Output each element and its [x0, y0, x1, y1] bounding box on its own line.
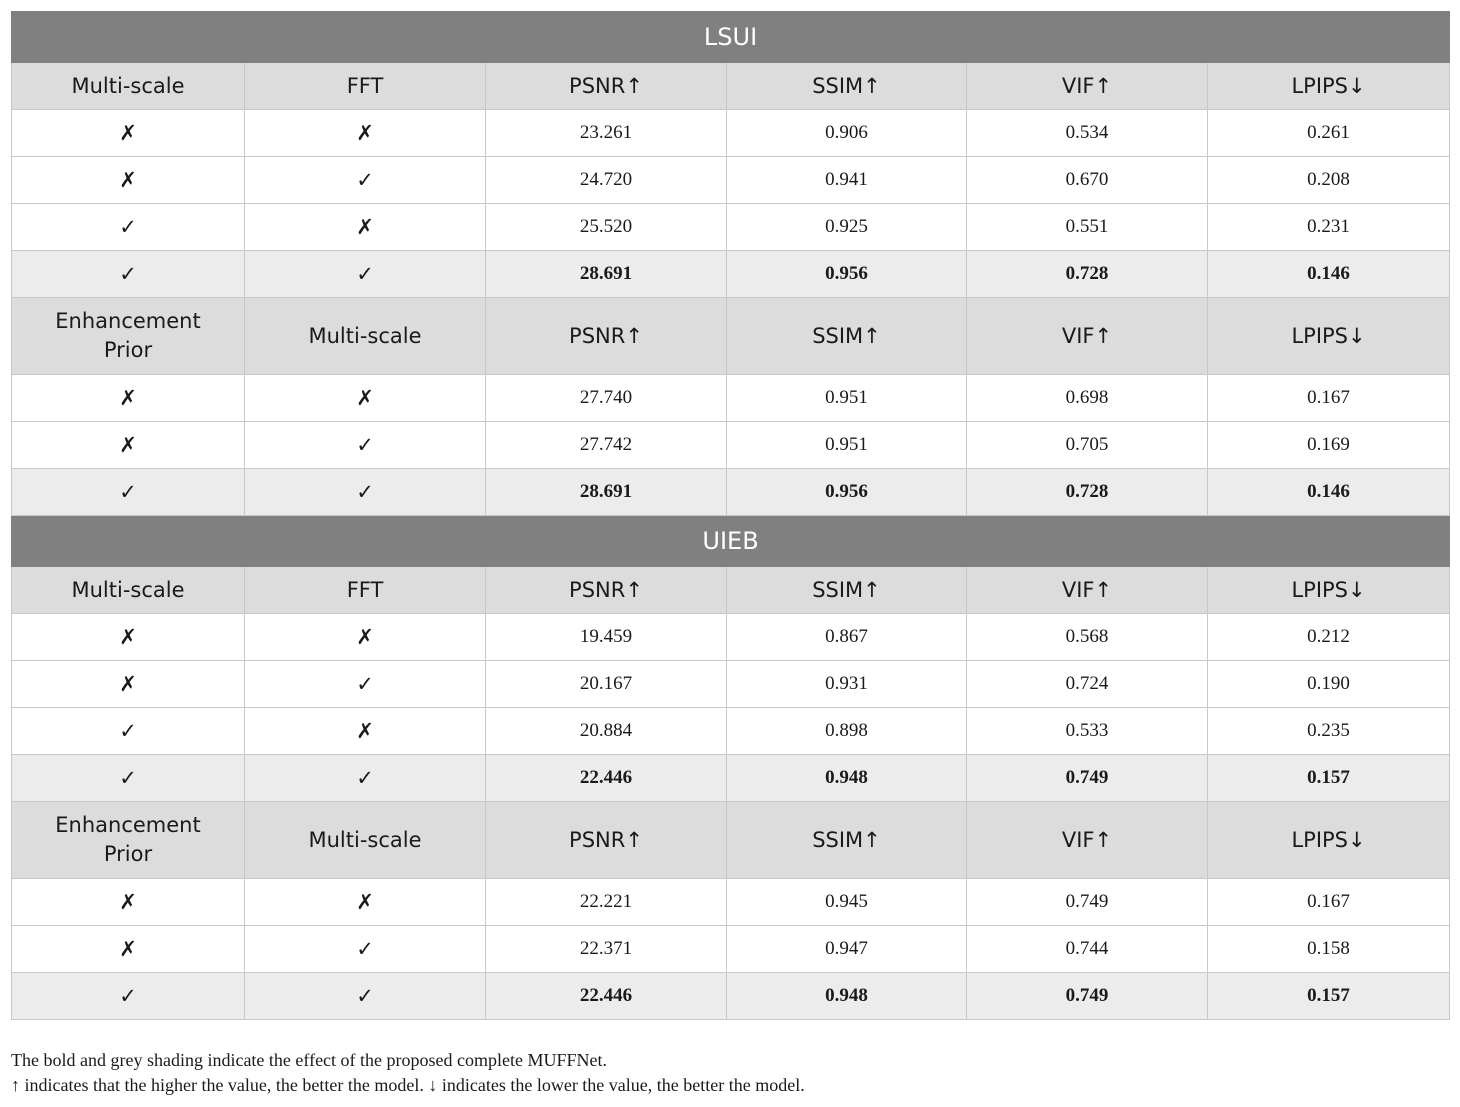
- psnr-cell: 20.167: [486, 661, 727, 708]
- ssim-cell: 0.898: [727, 708, 967, 755]
- vif-cell: 0.724: [967, 661, 1208, 708]
- lpips-cell: 0.167: [1208, 879, 1450, 926]
- col-b-cell: ✓: [245, 422, 486, 469]
- vif-cell: 0.744: [967, 926, 1208, 973]
- column-header: VIF↑: [967, 567, 1208, 614]
- vif-cell: 0.705: [967, 422, 1208, 469]
- col-b-cell: ✗: [245, 879, 486, 926]
- col-a-cell: ✓: [12, 251, 245, 298]
- col-b-cell: ✓: [245, 755, 486, 802]
- psnr-cell: 23.261: [486, 110, 727, 157]
- table-row: [12, 110, 1450, 157]
- col-b-cell: ✗: [245, 375, 486, 422]
- psnr-cell: 22.221: [486, 879, 727, 926]
- ssim-cell: 0.906: [727, 110, 967, 157]
- column-header: Enhancement Prior: [12, 298, 245, 375]
- col-a-cell: ✓: [12, 204, 245, 251]
- col-a-cell: ✓: [12, 469, 245, 516]
- section-title: LSUI: [12, 12, 1450, 63]
- col-b-cell: ✓: [245, 973, 486, 1020]
- col-a-cell: ✗: [12, 926, 245, 973]
- vif-cell: 0.698: [967, 375, 1208, 422]
- column-header: Multi-scale: [12, 63, 245, 110]
- col-b-cell: ✗: [245, 110, 486, 157]
- column-header: PSNR↑: [486, 567, 727, 614]
- col-b-cell: ✗: [245, 614, 486, 661]
- col-a-cell: ✗: [12, 422, 245, 469]
- table-row: [12, 879, 1450, 926]
- col-b-cell: ✗: [245, 204, 486, 251]
- column-header: Enhancement Prior: [12, 802, 245, 879]
- lpips-cell: 0.208: [1208, 157, 1450, 204]
- table-row: [12, 926, 1450, 973]
- column-header: Multi-scale: [245, 298, 486, 375]
- ssim-cell: 0.941: [727, 157, 967, 204]
- vif-cell: 0.728: [967, 469, 1208, 516]
- psnr-cell: 27.742: [486, 422, 727, 469]
- psnr-cell: 28.691: [486, 469, 727, 516]
- column-header: PSNR↑: [486, 802, 727, 879]
- psnr-cell: 28.691: [486, 251, 727, 298]
- ssim-cell: 0.925: [727, 204, 967, 251]
- table-row: [12, 708, 1450, 755]
- lpips-cell: 0.146: [1208, 251, 1450, 298]
- footnote-arrows: ↑ indicates that the higher the value, the better the model. ↓ indicates the lower the value, the better the model.: [11, 1075, 805, 1095]
- lpips-cell: 0.169: [1208, 422, 1450, 469]
- vif-cell: 0.534: [967, 110, 1208, 157]
- psnr-cell: 20.884: [486, 708, 727, 755]
- table-row-highlighted: [12, 973, 1450, 1020]
- ssim-cell: 0.948: [727, 755, 967, 802]
- lpips-cell: 0.231: [1208, 204, 1450, 251]
- col-b-cell: ✓: [245, 469, 486, 516]
- col-b-cell: ✓: [245, 251, 486, 298]
- column-header: LPIPS↓: [1208, 802, 1450, 879]
- col-b-cell: ✓: [245, 661, 486, 708]
- column-header: LPIPS↓: [1208, 567, 1450, 614]
- vif-cell: 0.533: [967, 708, 1208, 755]
- footnote-shading: The bold and grey shading indicate the effect of the proposed complete MUFFNet.: [11, 1050, 608, 1070]
- col-b-cell: ✓: [245, 157, 486, 204]
- table-row: [12, 157, 1450, 204]
- ssim-cell: 0.947: [727, 926, 967, 973]
- lpips-cell: 0.235: [1208, 708, 1450, 755]
- col-a-cell: ✗: [12, 661, 245, 708]
- vif-cell: 0.568: [967, 614, 1208, 661]
- column-header-row: [12, 802, 1450, 879]
- column-header: LPIPS↓: [1208, 298, 1450, 375]
- table-row: [12, 614, 1450, 661]
- col-a-cell: ✗: [12, 879, 245, 926]
- column-header: SSIM↑: [727, 802, 967, 879]
- ssim-cell: 0.867: [727, 614, 967, 661]
- ablation-table: [11, 11, 1450, 1020]
- ssim-cell: 0.951: [727, 422, 967, 469]
- lpips-cell: 0.157: [1208, 755, 1450, 802]
- section-header-row: [12, 12, 1450, 63]
- vif-cell: 0.749: [967, 973, 1208, 1020]
- col-a-cell: ✗: [12, 375, 245, 422]
- column-header-row: [12, 63, 1450, 110]
- column-header: PSNR↑: [486, 298, 727, 375]
- lpips-cell: 0.157: [1208, 973, 1450, 1020]
- col-a-cell: ✓: [12, 708, 245, 755]
- table-row-highlighted: [12, 755, 1450, 802]
- psnr-cell: 24.720: [486, 157, 727, 204]
- vif-cell: 0.749: [967, 879, 1208, 926]
- psnr-cell: 22.446: [486, 973, 727, 1020]
- column-header: PSNR↑: [486, 63, 727, 110]
- col-a-cell: ✗: [12, 157, 245, 204]
- psnr-cell: 25.520: [486, 204, 727, 251]
- vif-cell: 0.551: [967, 204, 1208, 251]
- vif-cell: 0.749: [967, 755, 1208, 802]
- col-b-cell: ✓: [245, 926, 486, 973]
- column-header: LPIPS↓: [1208, 63, 1450, 110]
- col-a-cell: ✓: [12, 973, 245, 1020]
- lpips-cell: 0.190: [1208, 661, 1450, 708]
- col-a-cell: ✗: [12, 110, 245, 157]
- section-header-row: [12, 516, 1450, 567]
- table-row: [12, 375, 1450, 422]
- ssim-cell: 0.956: [727, 469, 967, 516]
- lpips-cell: 0.158: [1208, 926, 1450, 973]
- column-header: FFT: [245, 567, 486, 614]
- table-row: [12, 204, 1450, 251]
- lpips-cell: 0.146: [1208, 469, 1450, 516]
- ssim-cell: 0.931: [727, 661, 967, 708]
- column-header: FFT: [245, 63, 486, 110]
- column-header: VIF↑: [967, 298, 1208, 375]
- column-header: VIF↑: [967, 802, 1208, 879]
- column-header: Multi-scale: [12, 567, 245, 614]
- column-header: SSIM↑: [727, 567, 967, 614]
- psnr-cell: 22.371: [486, 926, 727, 973]
- ssim-cell: 0.945: [727, 879, 967, 926]
- table-row: [12, 422, 1450, 469]
- column-header: Multi-scale: [245, 802, 486, 879]
- col-a-cell: ✗: [12, 614, 245, 661]
- lpips-cell: 0.167: [1208, 375, 1450, 422]
- table-row-highlighted: [12, 251, 1450, 298]
- ssim-cell: 0.948: [727, 973, 967, 1020]
- column-header: SSIM↑: [727, 298, 967, 375]
- column-header-row: [12, 298, 1450, 375]
- col-b-cell: ✗: [245, 708, 486, 755]
- psnr-cell: 27.740: [486, 375, 727, 422]
- ssim-cell: 0.951: [727, 375, 967, 422]
- lpips-cell: 0.212: [1208, 614, 1450, 661]
- psnr-cell: 22.446: [486, 755, 727, 802]
- psnr-cell: 19.459: [486, 614, 727, 661]
- vif-cell: 0.670: [967, 157, 1208, 204]
- section-title: UIEB: [12, 516, 1450, 567]
- lpips-cell: 0.261: [1208, 110, 1450, 157]
- ssim-cell: 0.956: [727, 251, 967, 298]
- column-header-row: [12, 567, 1450, 614]
- table-row: [12, 661, 1450, 708]
- table-row-highlighted: [12, 469, 1450, 516]
- column-header: SSIM↑: [727, 63, 967, 110]
- vif-cell: 0.728: [967, 251, 1208, 298]
- col-a-cell: ✓: [12, 755, 245, 802]
- column-header: VIF↑: [967, 63, 1208, 110]
